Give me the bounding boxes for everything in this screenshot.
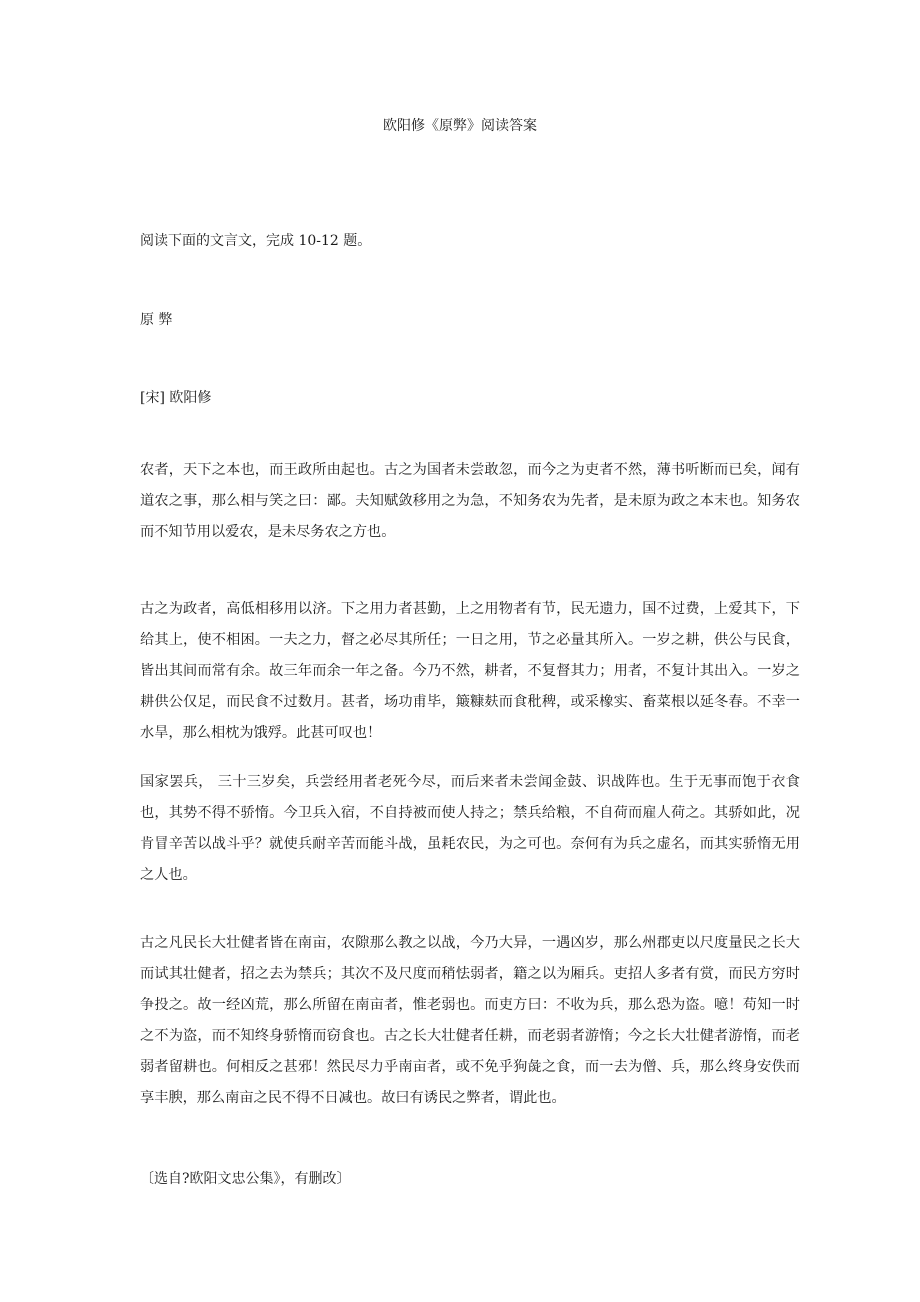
essay-title: 原 弊 <box>140 312 173 328</box>
paragraph-1: 农者，天下之本也，而王政所由起也。古之为国者未尝敢忽，而今之为吏者不然，薄书听断而已矣，闻有道农之事，那么相与笑之曰：鄙。夫知赋敛移用之为急，不知务农为先者，是未原为政之本末也。知务农而不知节用以爱农，是未尽务农之方也。 <box>140 462 800 540</box>
reading-instruction: 阅读下面的文言文，完成 10-12 题。 <box>140 233 372 249</box>
source-note: 〔选自?欧阳文忠公集》，有删改〕 <box>140 1171 351 1187</box>
document-title: 欧阳修《原弊》阅读答案 <box>383 118 537 134</box>
essay-author: [宋] 欧阳修 <box>140 390 212 406</box>
paragraph-3: 国家罢兵， 三十三岁矣，兵尝经用者老死今尽，而后来者未尝闻金鼓、识战阵也。生于无事而饱于衣食也，其势不得不骄惰。今卫兵入宿，不自持被而使人持之；禁兵给粮，不自荷而雇人荷之。其骄如此，况肯冒辛苦以战斗乎？就使兵耐辛苦而能斗战，虽耗农民，为之可也。奈何有为兵之虚名，而其实骄惰无用之人也。 <box>140 774 800 883</box>
paragraph-4: 古之凡民长大壮健者皆在南亩，农隙那么教之以战，今乃大异，一遇凶岁，那么州郡吏以尺度量民之长大而试其壮健者，招之去为禁兵；其次不及尺度而稍怯弱者，籍之以为厢兵。吏招人多者有赏，而民方穷时争投之。故一经凶荒，那么所留在南亩者，惟老弱也。而吏方曰：不收为兵，那么恐为盗。噫！苟知一时之不为盗，而不知终身骄惰而窃食也。古之长大壮健者任耕，而老弱者游惰；今之长大壮健者游惰，而老弱者留耕也。何相反之甚邪！然民尽力乎南亩者，或不免乎狗彘之食，而一去为僧、兵，那么终身安佚而享丰腴，那么南亩之民不得不日减也。故曰有诱民之弊者，谓此也。 <box>140 935 800 1106</box>
paragraph-2: 古之为政者，高低相移用以济。下之用力者甚勤，上之用物者有节，民无遗力，国不过费，上爱其下，下给其上，使不相困。一夫之力，督之必尽其所任；一日之用，节之必量其所入。一岁之耕，供公与民食，皆出其间而常有余。故三年而余一年之备。今乃不然，耕者，不复督其力；用者，不复计其出入。一岁之耕供公仅足，而民食不过数月。甚者，场功甫毕，簸糠麸而食秕稗，或采橡实、畜菜根以延冬春。不幸一水旱，那么相枕为饿殍。此甚可叹也！ <box>140 601 800 741</box>
